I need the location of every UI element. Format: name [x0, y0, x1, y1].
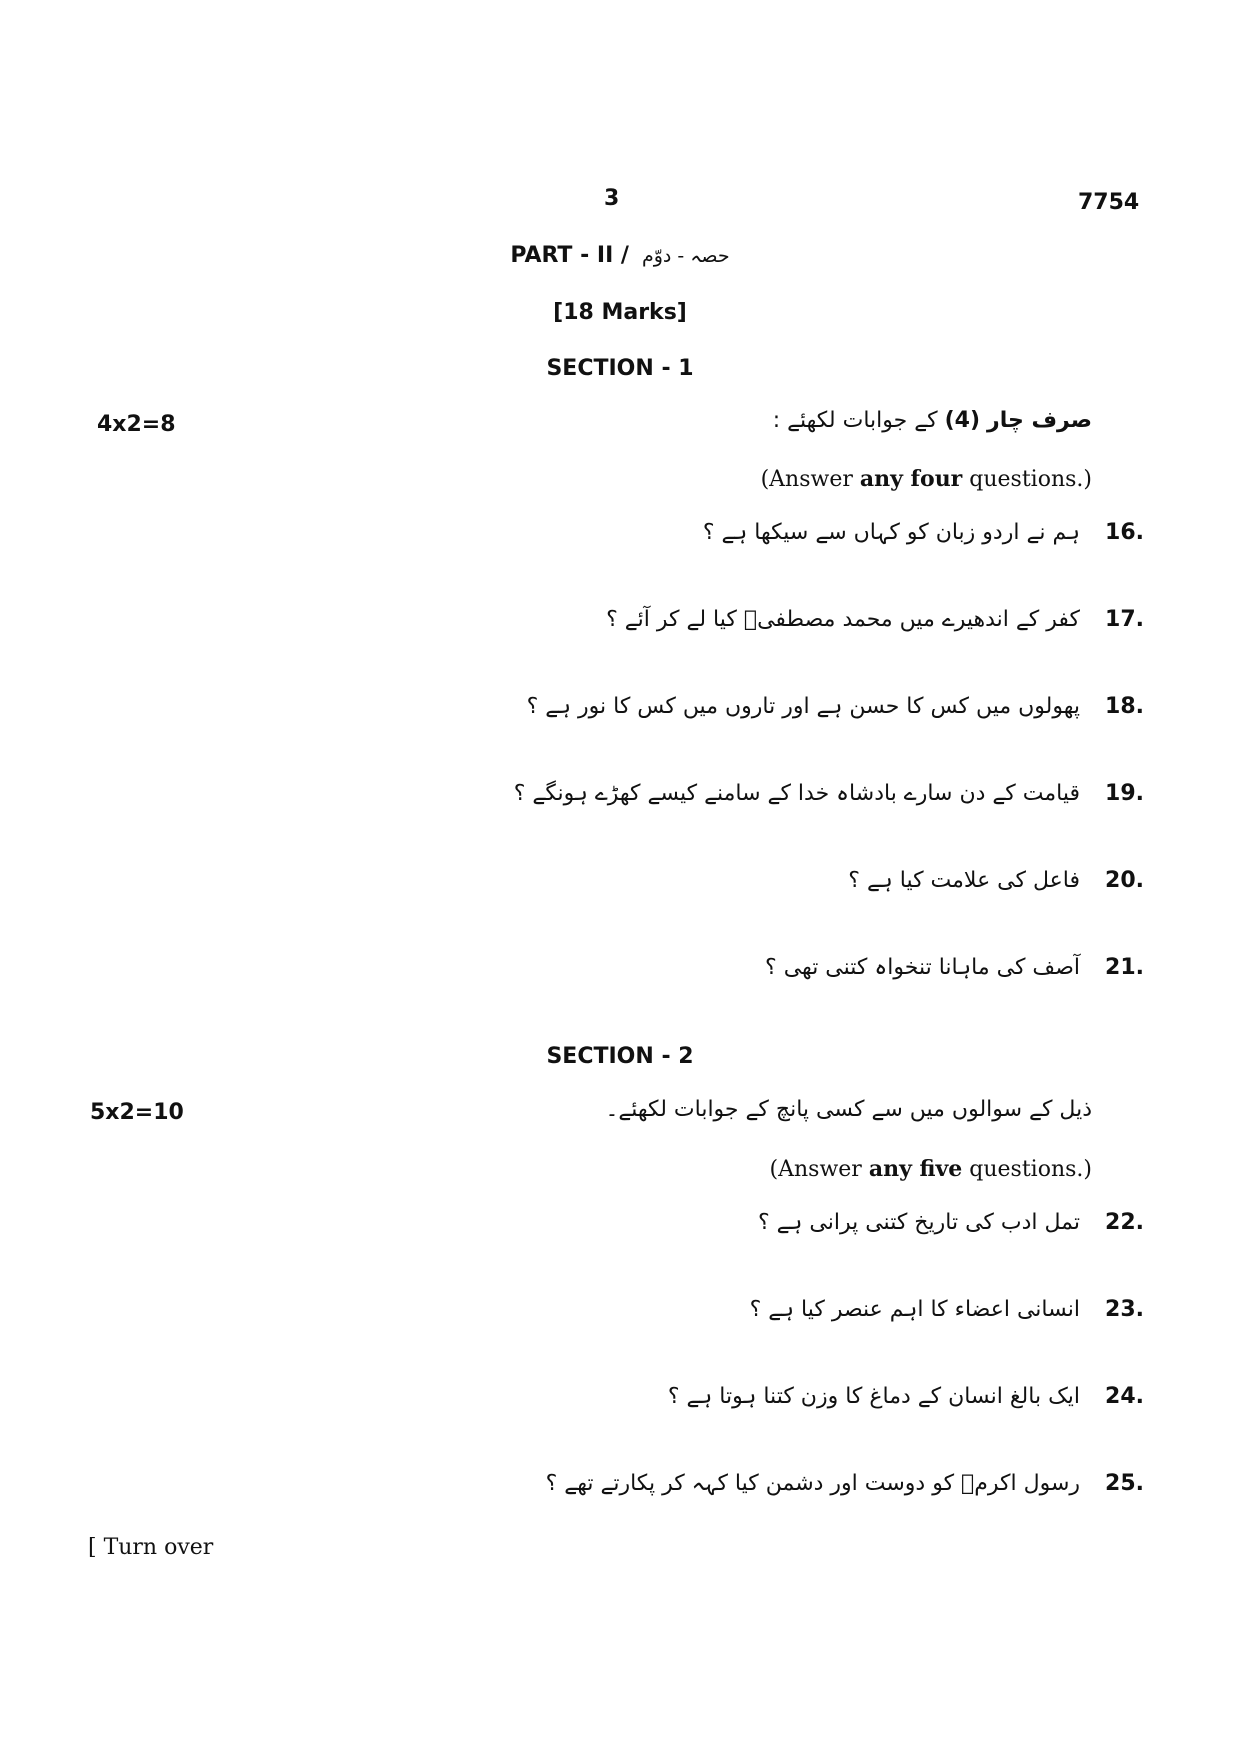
question-number: 23.	[1105, 1297, 1144, 1322]
question-number: 17.	[1105, 607, 1144, 632]
answer-note-pre: (Answer	[769, 1157, 869, 1182]
section2-instruction: ذیل کے سوالوں میں سے کسی پانچ کے جوابات لکھئے۔	[605, 1097, 1092, 1122]
section2-questions	[244, 1210, 1144, 1558]
question-item	[244, 1297, 1144, 1384]
question-text: ہم نے اردو زبان کو کہاں سے سیکھا ہے ؟	[702, 520, 1080, 545]
question-item	[244, 1471, 1144, 1558]
part-title-ur: حصہ - دوّم	[641, 245, 730, 267]
question-text: فاعل کی علامت کیا ہے ؟	[848, 868, 1080, 893]
part-title-en: PART - II /	[510, 243, 629, 268]
answer-note-post: questions.)	[962, 467, 1092, 492]
question-number: 25.	[1105, 1471, 1144, 1496]
question-item	[244, 520, 1144, 607]
question-item	[244, 607, 1144, 694]
section2-title: SECTION - 2	[546, 1044, 694, 1069]
question-number: 20.	[1105, 868, 1144, 893]
question-text: قیامت کے دن سارے بادشاہ خدا کے سامنے کیسے کھڑے ہونگے ؟	[513, 781, 1080, 806]
question-text: انسانی اعضاء کا اہم عنصر کیا ہے ؟	[749, 1297, 1080, 1322]
section1-questions	[244, 520, 1144, 1042]
turn-over-note: [ Turn over	[88, 1535, 214, 1560]
section1-marks: 4x2=8	[97, 412, 176, 437]
question-number: 18.	[1105, 694, 1144, 719]
part-marks: [18 Marks]	[553, 300, 687, 325]
question-text: پھولوں میں کس کا حسن ہے اور تاروں میں کس کا نور ہے ؟	[526, 694, 1080, 719]
question-text: ایک بالغ انسان کے دماغ کا وزن کتنا ہوتا ہے ؟	[667, 1384, 1080, 1409]
paper-code: 7754	[1078, 190, 1140, 215]
answer-note-bold: any four	[859, 466, 963, 492]
question-item	[244, 694, 1144, 781]
question-item	[244, 1210, 1144, 1297]
page-number: 3	[604, 186, 620, 211]
part-title	[0, 243, 1240, 268]
question-text: رسول اکرمؐ کو دوست اور دشمن کیا کہہ کر پکارتے تھے ؟	[545, 1471, 1080, 1496]
section2-answer-note	[770, 1156, 1092, 1182]
question-number: 16.	[1105, 520, 1144, 545]
question-item	[244, 868, 1144, 955]
section1-answer-note	[761, 466, 1092, 492]
answer-note-pre: (Answer	[760, 467, 860, 492]
question-item	[244, 955, 1144, 1042]
question-text: تمل ادب کی تاریخ کتنی پرانی ہے ؟	[757, 1210, 1080, 1235]
section1-title: SECTION - 1	[546, 356, 694, 381]
answer-note-post: questions.)	[962, 1157, 1092, 1182]
section2-marks: 5x2=10	[90, 1100, 184, 1125]
question-text: کفر کے اندھیرے میں محمد مصطفیؐ کیا لے کر آئے ؟	[606, 607, 1080, 632]
question-item	[244, 781, 1144, 868]
answer-note-bold: any five	[868, 1156, 963, 1182]
section1-instruction-a: صرف چار	[987, 408, 1092, 433]
question-number: 19.	[1105, 781, 1144, 806]
question-number: 21.	[1105, 955, 1144, 980]
section1-instruction-b: کے جوابات لکھئے :	[772, 408, 938, 433]
question-text: آصف کی ماہانا تنخواہ کتنی تھی ؟	[765, 955, 1080, 980]
question-item	[244, 1384, 1144, 1471]
section1-instruction	[773, 408, 1092, 433]
section1-instruction-num: (4)	[944, 408, 981, 433]
question-number: 22.	[1105, 1210, 1144, 1235]
question-number: 24.	[1105, 1384, 1144, 1409]
